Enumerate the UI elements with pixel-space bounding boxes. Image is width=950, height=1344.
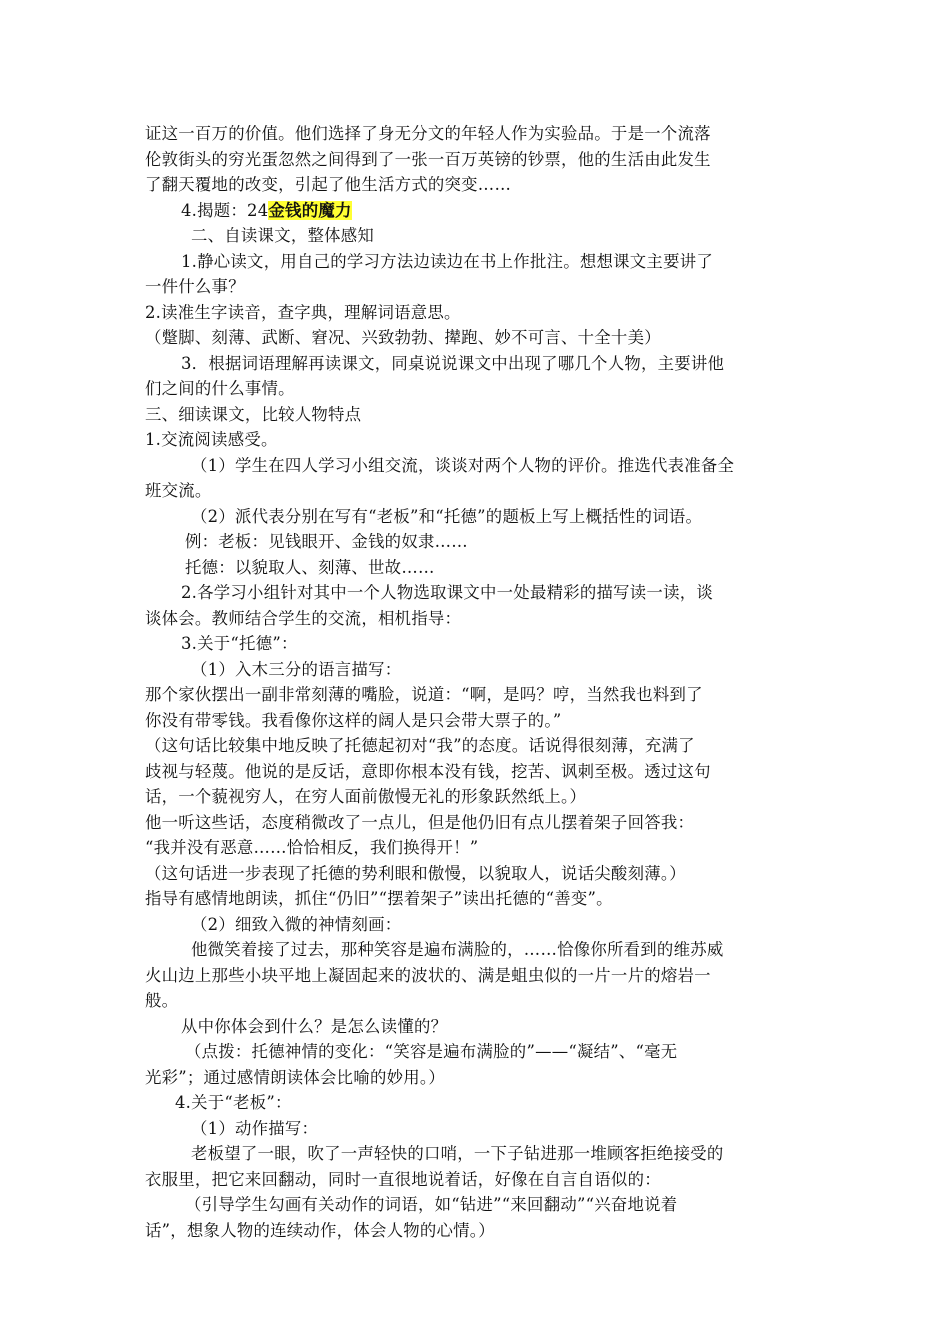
text-line: （1）学生在四人学习小组交流，谈谈对两个人物的评价。推选代表准备全 [191, 455, 735, 475]
text-line: （1）入木三分的语言描写： [191, 659, 402, 679]
quote-line: 老板望了一眼，吹了一声轻快的口哨，一下子钻进那一堆顾客拒绝接受的 [191, 1144, 724, 1163]
document-body [145, 121, 807, 1243]
text-line: 们之间的什么事情。 [145, 379, 295, 398]
text-line: （这句话比较集中地反映了托德起初对“我”的态度。话说得很刻薄，充满了 [145, 736, 695, 755]
text-line: 从中你体会到什么？是怎么读懂的？ [181, 1016, 448, 1036]
vocabulary-list: （蹩脚、刻薄、武断、窘况、兴致勃勃、撵跑、妙不可言、十全十美） [145, 328, 661, 347]
text-line: 话，一个藐视穷人，在穷人面前傲慢无礼的形象跃然纸上。） [145, 787, 587, 806]
text-line: 例：老板：见钱眼开、金钱的奴隶…… [185, 532, 468, 551]
highlighted-title: 金钱的魔力 [268, 200, 352, 220]
quote-line: 火山边上那些小块平地上凝固起来的波状的、满是蛆虫似的一片一片的熔岩一 [145, 965, 711, 985]
text-line: 伦敦街头的穷光蛋忽然之间得到了一张一百万英镑的钞票，他的生活由此发生 [145, 149, 711, 169]
text-line: 托德：以貌取人、刻薄、世故…… [185, 557, 435, 577]
text-line: 话”，想象人物的连续动作，体会人物的心情。） [145, 1220, 495, 1240]
quote-line: 般。 [145, 991, 179, 1010]
text-line: （2）细致入微的神情刻画： [191, 914, 402, 934]
text-line: 1.静心读文，用自己的学习方法边读边在书上作批注。想想课文主要讲了 [181, 251, 713, 271]
text-line: 3．根据词语理解再读课文，同桌说说课文中出现了哪几个人物，主要讲他 [181, 353, 725, 373]
text-line: 指导有感情地朗读，抓住“仍旧”“摆着架子”读出托德的“善变”。 [145, 889, 613, 908]
quote-line: 他一听这些话，态度稍微改了一点儿，但是他仍旧有点儿摆着架子回答我： [145, 812, 695, 832]
text-line: （2）派代表分别在写有“老板”和“托德”的题板上写上概括性的词语。 [191, 506, 703, 526]
title-prefix: 4.揭题：24 [181, 200, 269, 220]
text-line: 2.读准生字读音，查字典，理解词语意思。 [145, 302, 461, 322]
subsection-heading: 4.关于“老板”： [175, 1093, 292, 1112]
text-line: 1.交流阅读感受。 [145, 430, 278, 449]
lesson-title-line [145, 198, 807, 224]
text-line: 了翻天覆地的改变，引起了他生活方式的突变…… [145, 175, 512, 194]
section-heading: 二、自读课文，整体感知 [191, 226, 375, 245]
text-line: （这句话进一步表现了托德的势利眼和傲慢，以貌取人，说话尖酸刻薄。） [145, 863, 686, 883]
quote-line: 那个家伙摆出一副非常刻薄的嘴脸，说道：“啊，是吗？哼，当然我也料到了 [145, 685, 703, 704]
section-heading: 三、细读课文，比较人物特点 [145, 404, 362, 424]
quote-line: 衣服里，把它来回翻动，同时一直很地说着话，好像在自言自语似的： [145, 1169, 661, 1189]
text-line: 光彩”；通过感情朗读体会比喻的妙用。） [145, 1067, 445, 1087]
text-line: 2.各学习小组针对其中一个人物选取课文中一处最精彩的描写读一读，谈 [181, 583, 713, 602]
text-line: （1）动作描写： [191, 1118, 319, 1138]
subsection-heading: 3.关于“托德”： [181, 634, 298, 653]
quote-line: “我并没有恶意……恰恰相反，我们换得开！” [145, 838, 479, 857]
text-line: 证这一百万的价值。他们选择了身无分文的年轻人作为实验品。于是一个流落 [145, 124, 711, 143]
text-line: （点拨：托德神情的变化：“笑容是遍布满脸的”——“凝结”、“毫无 [185, 1042, 678, 1061]
quote-line: 他微笑着接了过去，那种笑容是遍布满脸的，……恰像你所看到的维苏威 [191, 940, 724, 959]
text-line: （引导学生勾画有关动作的词语，如“钻进”“来回翻动”“兴奋地说着 [185, 1195, 678, 1214]
text-line: 谈体会。教师结合学生的交流，相机指导： [145, 608, 462, 628]
quote-line: 你没有带零钱。我看像你这样的阔人是只会带大票子的。” [145, 710, 562, 730]
text-line: 歧视与轻蔑。他说的是反话，意即你根本没有钱，挖苦、讽刺至极。透过这句 [145, 761, 711, 781]
text-line: 班交流。 [145, 481, 212, 500]
text-line: 一件什么事？ [145, 277, 245, 296]
